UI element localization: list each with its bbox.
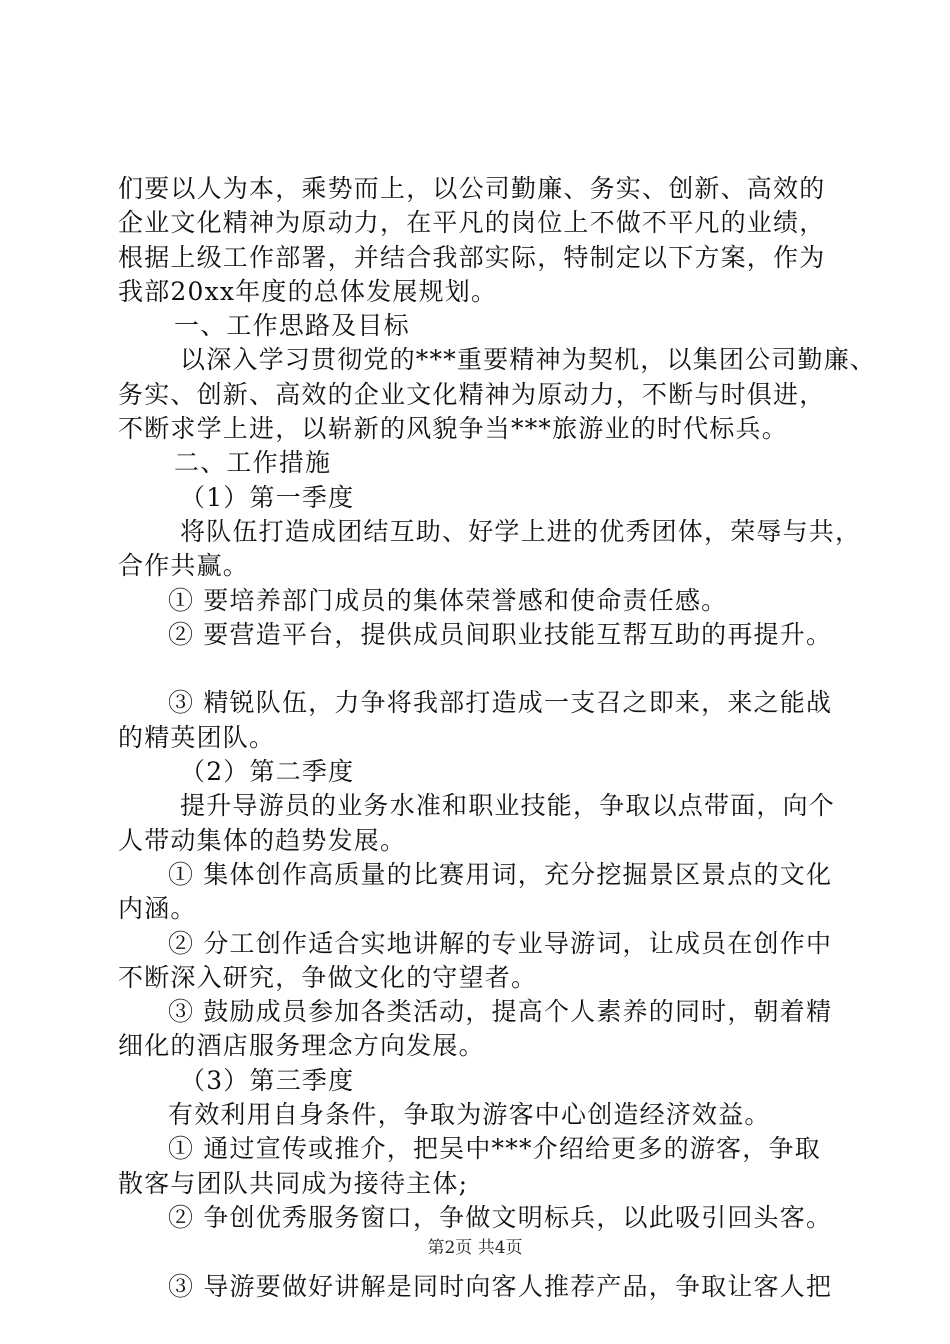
list-item: ① 集体创作高质量的比赛用词，充分挖掘景区景点的文化 [168,859,833,889]
page-number-footer: 第2页 共4页 [427,1238,523,1258]
text-line: 我部20xx年度的总体发展规划。 [118,276,498,306]
text-line: 内涵。 [118,894,197,924]
list-item: ① 要培养部门成员的集体荣誉感和使命责任感。 [168,585,728,615]
text-line: 不断深入研究，争做文化的守望者。 [118,962,538,992]
text-line: 以深入学习贯彻党的***重要精神为契机，以集团公司勤廉、 [180,345,877,375]
text-line: 合作共赢。 [118,551,250,581]
list-item: ③ 导游要做好讲解是同时向客人推荐产品，争取让客人把 [168,1271,833,1301]
text-line: 们要以人为本，乘势而上，以公司勤廉、务实、创新、高效的 [118,174,826,203]
text-line: 将队伍打造成团结互助、好学上进的优秀团体，荣辱与共， [180,516,862,546]
section-heading: 一、工作思路及目标 [174,311,410,341]
section-heading: 二、工作措施 [174,448,332,478]
text-line: 有效利用自身条件，争取为游客中心创造经济效益。 [168,1100,771,1130]
list-item: ② 要营造平台，提供成员间职业技能互帮互助的再提升。 [168,619,833,649]
text-line: 的精英团队。 [118,722,276,752]
text-line: 提升导游员的业务水准和职业技能，争取以点带面，向个 [180,791,836,821]
list-item: ③ 精锐队伍，力争将我部打造成一支召之即来，来之能战 [168,688,833,718]
list-item: ② 争创优秀服务窗口，争做文明标兵，以此吸引回头客。 [168,1202,833,1232]
text-line: 散客与团队共同成为接待主体; [118,1168,469,1198]
text-line: 根据上级工作部署，并结合我部实际，特制定以下方案，作为 [118,242,826,272]
text-line: 务实、创新、高效的企业文化精神为原动力，不断与时俱进， [118,379,826,409]
text-line: 人带动集体的趋势发展。 [118,825,407,855]
subsection-heading: （2）第二季度 [180,757,355,787]
subsection-heading: （3）第三季度 [180,1065,355,1095]
text-line: 不断求学上进，以崭新的风貌争当***旅游业的时代标兵。 [118,414,788,444]
list-item: ② 分工创作适合实地讲解的专业导游词，让成员在创作中 [168,928,833,958]
list-item: ① 通过宣传或推介，把吴中***介绍给更多的游客，争取 [168,1134,821,1164]
document-body [118,172,877,1304]
text-line: 细化的酒店服务理念方向发展。 [118,1031,485,1061]
subsection-heading: （1）第一季度 [180,482,355,512]
list-item: ③ 鼓励成员参加各类活动，提高个人素养的同时，朝着精 [168,997,833,1027]
text-line: 企业文化精神为原动力，在平凡的岗位上不做不平凡的业绩， [118,208,826,238]
blank-line [118,652,848,686]
